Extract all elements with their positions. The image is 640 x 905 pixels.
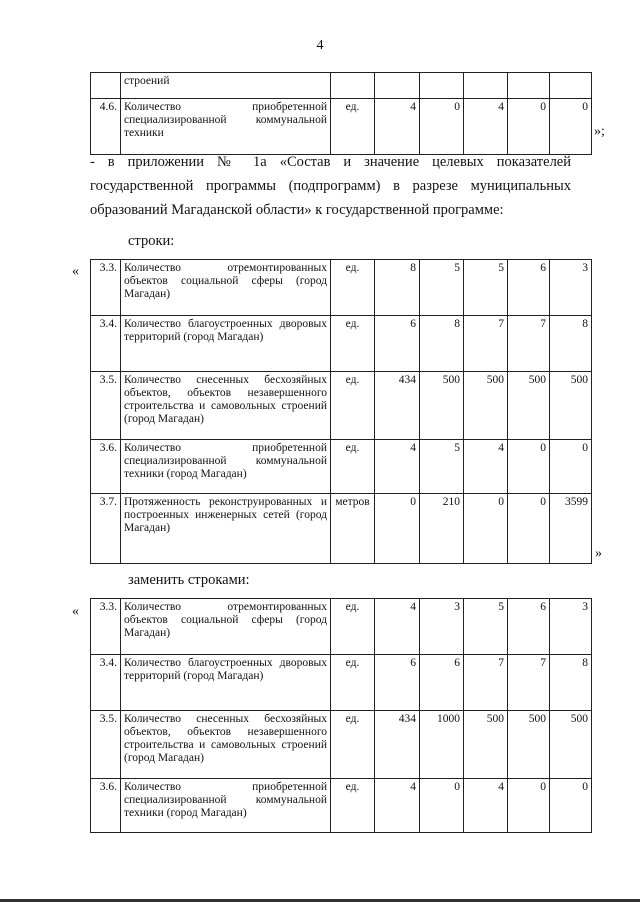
value-cell: 5 xyxy=(420,440,464,494)
value-cell xyxy=(375,73,420,99)
value-cell: 5 xyxy=(420,260,464,316)
value-cell: 4 xyxy=(375,599,420,655)
table-row xyxy=(91,599,592,655)
indicator-name: Количество благоустроенных дворовых территорий (город Магадан) xyxy=(121,655,331,711)
value-cell: 5 xyxy=(464,260,508,316)
value-cell: 6 xyxy=(508,260,550,316)
value-cell: 4 xyxy=(375,99,420,155)
row-number: 3.5. xyxy=(91,711,121,779)
table-continuation xyxy=(90,72,592,155)
indicator-name: Количество приобретенной специализированной коммунальной техники xyxy=(121,99,331,155)
value-cell: 6 xyxy=(375,655,420,711)
value-cell: 434 xyxy=(375,372,420,440)
unit-of-measure: метров xyxy=(331,494,375,564)
value-cell: 0 xyxy=(420,779,464,833)
table-row xyxy=(91,73,592,99)
value-cell: 3 xyxy=(550,260,592,316)
table-row xyxy=(91,372,592,440)
indicator-name: Количество снесенных бесхозяйных объектов, объектов незавершенного строительства и самовольных строений (город Магадан) xyxy=(121,372,331,440)
value-cell: 3599 xyxy=(550,494,592,564)
unit-of-measure: ед. xyxy=(331,779,375,833)
indicator-name: Протяженность реконструированных и построенных инженерных сетей (город Магадан) xyxy=(121,494,331,564)
value-cell: 6 xyxy=(420,655,464,711)
value-cell: 500 xyxy=(420,372,464,440)
unit-of-measure: ед. xyxy=(331,655,375,711)
row-number: 3.3. xyxy=(91,599,121,655)
value-cell: 4 xyxy=(464,99,508,155)
value-cell: 7 xyxy=(508,316,550,372)
table-row xyxy=(91,316,592,372)
value-cell: 7 xyxy=(464,655,508,711)
unit-of-measure: ед. xyxy=(331,99,375,155)
value-cell: 500 xyxy=(464,372,508,440)
value-cell: 8 xyxy=(420,316,464,372)
value-cell: 8 xyxy=(550,316,592,372)
value-cell xyxy=(464,73,508,99)
indicator-name: Количество благоустроенных дворовых территорий (город Магадан) xyxy=(121,316,331,372)
table-new-rows xyxy=(90,598,592,833)
value-cell: 6 xyxy=(508,599,550,655)
label-rows: строки: xyxy=(128,233,175,249)
opening-quote-old: « xyxy=(72,264,79,279)
row-number xyxy=(91,73,121,99)
table-old-rows xyxy=(90,259,592,564)
value-cell: 4 xyxy=(464,440,508,494)
value-cell: 8 xyxy=(375,260,420,316)
value-cell: 0 xyxy=(508,99,550,155)
indicator-name: Количество приобретенной специализированной коммунальной техники (город Магадан) xyxy=(121,440,331,494)
value-cell: 0 xyxy=(550,99,592,155)
unit-of-measure: ед. xyxy=(331,440,375,494)
instruction-paragraph: - в приложении № 1а «Состав и значение целевых показателей государственной программы (подпрограмм) в разрезе муниципальных образований Магаданской области» к государственной программе: xyxy=(90,154,571,218)
unit-of-measure: ед. xyxy=(331,372,375,440)
value-cell: 6 xyxy=(375,316,420,372)
value-cell: 0 xyxy=(550,779,592,833)
opening-quote-new: « xyxy=(72,604,79,619)
value-cell: 0 xyxy=(508,779,550,833)
value-cell: 5 xyxy=(464,599,508,655)
value-cell: 3 xyxy=(420,599,464,655)
value-cell: 500 xyxy=(550,372,592,440)
value-cell xyxy=(550,73,592,99)
value-cell: 500 xyxy=(550,711,592,779)
value-cell: 0 xyxy=(550,440,592,494)
value-cell: 7 xyxy=(508,655,550,711)
row-number: 3.4. xyxy=(91,655,121,711)
unit-of-measure xyxy=(331,73,375,99)
indicator-name: Количество снесенных бесхозяйных объектов, объектов незавершенного строительства и самовольных строений (город Магадан) xyxy=(121,711,331,779)
row-number: 3.3. xyxy=(91,260,121,316)
table-row xyxy=(91,655,592,711)
value-cell: 0 xyxy=(464,494,508,564)
value-cell xyxy=(508,73,550,99)
table-row xyxy=(91,711,592,779)
unit-of-measure: ед. xyxy=(331,316,375,372)
value-cell: 0 xyxy=(375,494,420,564)
page-number: 4 xyxy=(316,38,324,53)
row-number: 3.5. xyxy=(91,372,121,440)
value-cell: 434 xyxy=(375,711,420,779)
table-row xyxy=(91,99,592,155)
value-cell: 0 xyxy=(508,440,550,494)
table-row xyxy=(91,494,592,564)
indicator-name: Количество отремонтированных объектов социальной сферы (город Магадан) xyxy=(121,260,331,316)
value-cell xyxy=(420,73,464,99)
bottom-scan-edge xyxy=(0,899,640,902)
label-replace: заменить строками: xyxy=(128,572,250,588)
unit-of-measure: ед. xyxy=(331,599,375,655)
row-number: 3.6. xyxy=(91,779,121,833)
table-row xyxy=(91,440,592,494)
value-cell: 500 xyxy=(508,711,550,779)
value-cell: 500 xyxy=(508,372,550,440)
value-cell: 210 xyxy=(420,494,464,564)
unit-of-measure: ед. xyxy=(331,711,375,779)
row-number: 3.7. xyxy=(91,494,121,564)
closing-quote-semicolon: »; xyxy=(594,124,605,139)
value-cell: 0 xyxy=(508,494,550,564)
indicator-name: Количество приобретенной специализированной коммунальной техники (город Магадан) xyxy=(121,779,331,833)
row-number: 3.6. xyxy=(91,440,121,494)
value-cell: 7 xyxy=(464,316,508,372)
unit-of-measure: ед. xyxy=(331,260,375,316)
value-cell: 8 xyxy=(550,655,592,711)
value-cell: 3 xyxy=(550,599,592,655)
value-cell: 0 xyxy=(420,99,464,155)
value-cell: 1000 xyxy=(420,711,464,779)
value-cell: 4 xyxy=(464,779,508,833)
table-row xyxy=(91,779,592,833)
row-number: 3.4. xyxy=(91,316,121,372)
table-row xyxy=(91,260,592,316)
closing-quote-old: » xyxy=(595,546,602,561)
row-number: 4.6. xyxy=(91,99,121,155)
value-cell: 4 xyxy=(375,440,420,494)
value-cell: 4 xyxy=(375,779,420,833)
indicator-name: Количество отремонтированных объектов социальной сферы (город Магадан) xyxy=(121,599,331,655)
value-cell: 500 xyxy=(464,711,508,779)
indicator-name: строений xyxy=(121,73,331,99)
